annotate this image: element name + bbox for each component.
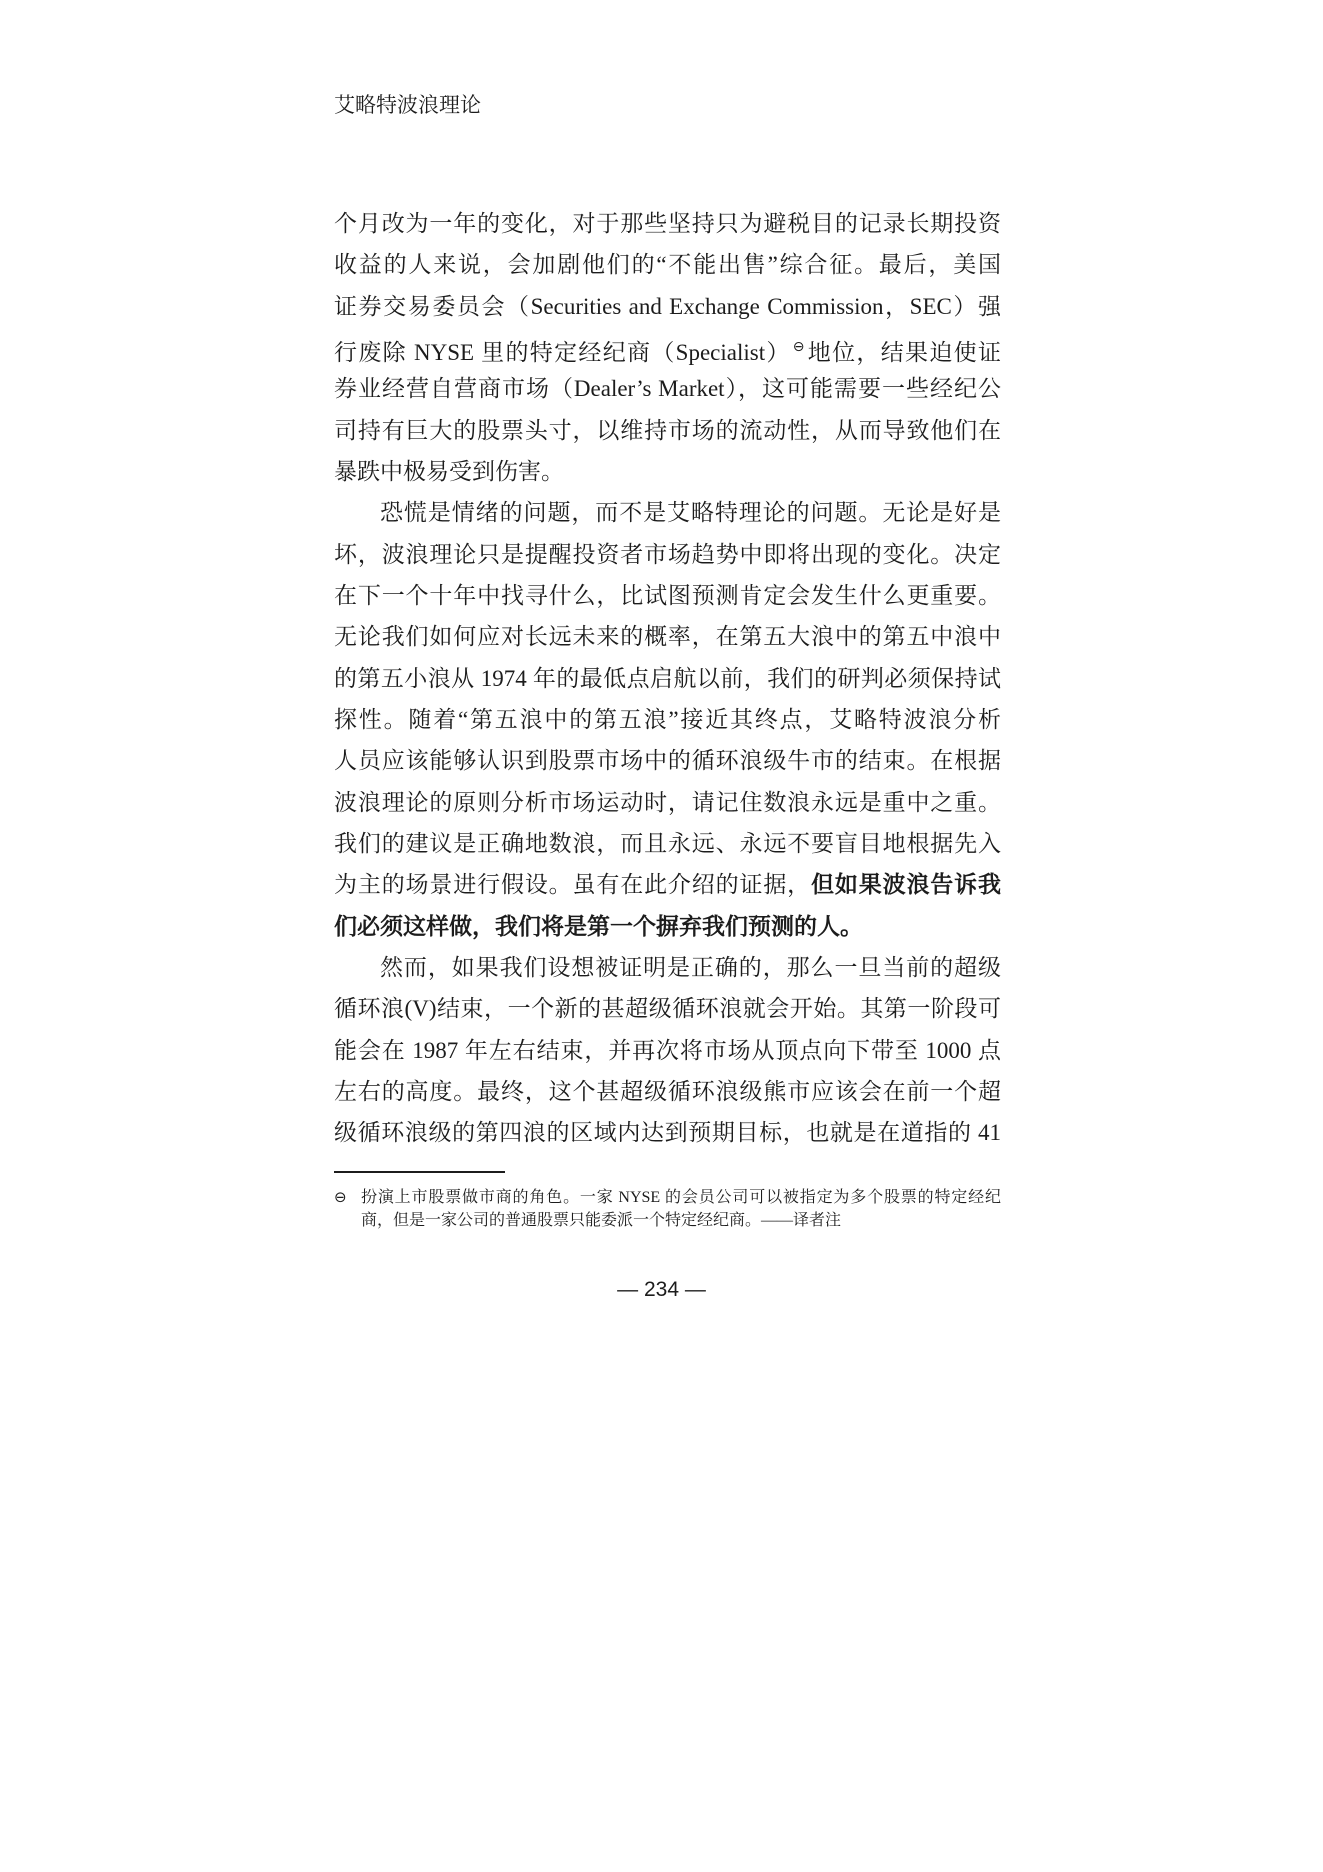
footnote-reference-marker: ⊖ <box>792 338 805 355</box>
text-line: 的第五小浪从 1974 年的最低点启航以前，我们的研判必须保持试 <box>334 665 1001 691</box>
text-line: 无论我们如何应对长远未来的概率，在第五大浪中的第五中浪中 <box>334 624 1001 650</box>
text-line-with-footnote-reference <box>334 327 1001 368</box>
text-line-with-emphasis <box>334 864 1001 905</box>
text-line-with-emphasis <box>334 906 1001 947</box>
text-line: 然而，如果我们设想被证明是正确的，那么一旦当前的超级 <box>380 954 1001 980</box>
footnote-line: 扮演上市股票做市商的角色。一家 NYSE 的会员公司可以被指定为多个股票的特定经纪 <box>361 1189 1001 1206</box>
text-line: 波浪理论的原则分析市场运动时，请记住数浪永远是重中之重。 <box>334 789 1001 815</box>
text-line: 在下一个十年中找寻什么，比试图预测肯定会发生什么更重要。 <box>334 582 1001 608</box>
text-line: 暴跌中极易受到伤害。 <box>334 458 564 484</box>
footnote-marker: ⊖ <box>334 1188 347 1206</box>
paragraph-3 <box>334 947 1001 1154</box>
text-line: 司持有巨大的股票头寸，以维持市场的流动性，从而导致他们在 <box>334 417 1001 443</box>
footnote <box>334 1186 1001 1232</box>
text-line: 收益的人来说，会加剧他们的“不能出售”综合征。最后，美国 <box>334 252 1001 278</box>
text-line: 级循环浪级的第四浪的区域内达到预期目标，也就是在道指的 41 <box>334 1120 1001 1146</box>
footnote-divider <box>334 1171 505 1173</box>
text-line: 探性。随着“第五浪中的第五浪”接近其终点，艾略特波浪分析 <box>334 706 1001 732</box>
text-line: 证券交易委员会（Securities and Exchange Commission，SEC）强 <box>334 293 1001 319</box>
emphasis-text: 们必须这样做，我们将是第一个摒弃我们预测的人。 <box>334 912 863 939</box>
text-line: 券业经营自营商市场（Dealer’s Market），这可能需要一些经纪公 <box>334 376 1001 402</box>
text-line: 我们的建议是正确地数浪，而且永远、永远不要盲目地根据先入 <box>334 830 1001 856</box>
text-segment: 行废除 NYSE 里的特定经纪商（Specialist） <box>334 339 791 365</box>
text-line: 恐慌是情绪的问题，而不是艾略特理论的问题。无论是好是 <box>380 500 1001 526</box>
text-line: 坏，波浪理论只是提醒投资者市场趋势中即将出现的变化。决定 <box>334 541 1001 567</box>
page-number: — 234 — <box>617 1278 706 1301</box>
text-line: 左右的高度。最终，这个甚超级循环浪级熊市应该会在前一个超 <box>334 1078 1001 1104</box>
text-segment: 为主的场景进行假设。虽有在此介绍的证据， <box>334 872 812 898</box>
paragraph-1 <box>334 203 1001 492</box>
emphasis-text: 但如果波浪告诉我 <box>811 871 1002 898</box>
text-line: 循环浪(V)结束，一个新的甚超级循环浪就会开始。其第一阶段可 <box>334 996 1001 1022</box>
running-header-title: 艾略特波浪理论 <box>334 94 481 117</box>
paragraph-2 <box>334 492 1001 947</box>
text-segment: 地位，结果迫使证 <box>806 339 1001 365</box>
footnote-line: 商，但是一家公司的普通股票只能委派一个特定经纪商。——译者注 <box>361 1212 842 1229</box>
text-line: 个月改为一年的变化，对于那些坚持只为避税目的记录长期投资 <box>334 211 1001 236</box>
text-line: 人员应该能够认识到股票市场中的循环浪级牛市的结束。在根据 <box>334 748 1001 774</box>
text-line: 能会在 1987 年左右结束，并再次将市场从顶点向下带至 1000 点 <box>334 1037 1001 1063</box>
body-text <box>334 203 1001 1154</box>
